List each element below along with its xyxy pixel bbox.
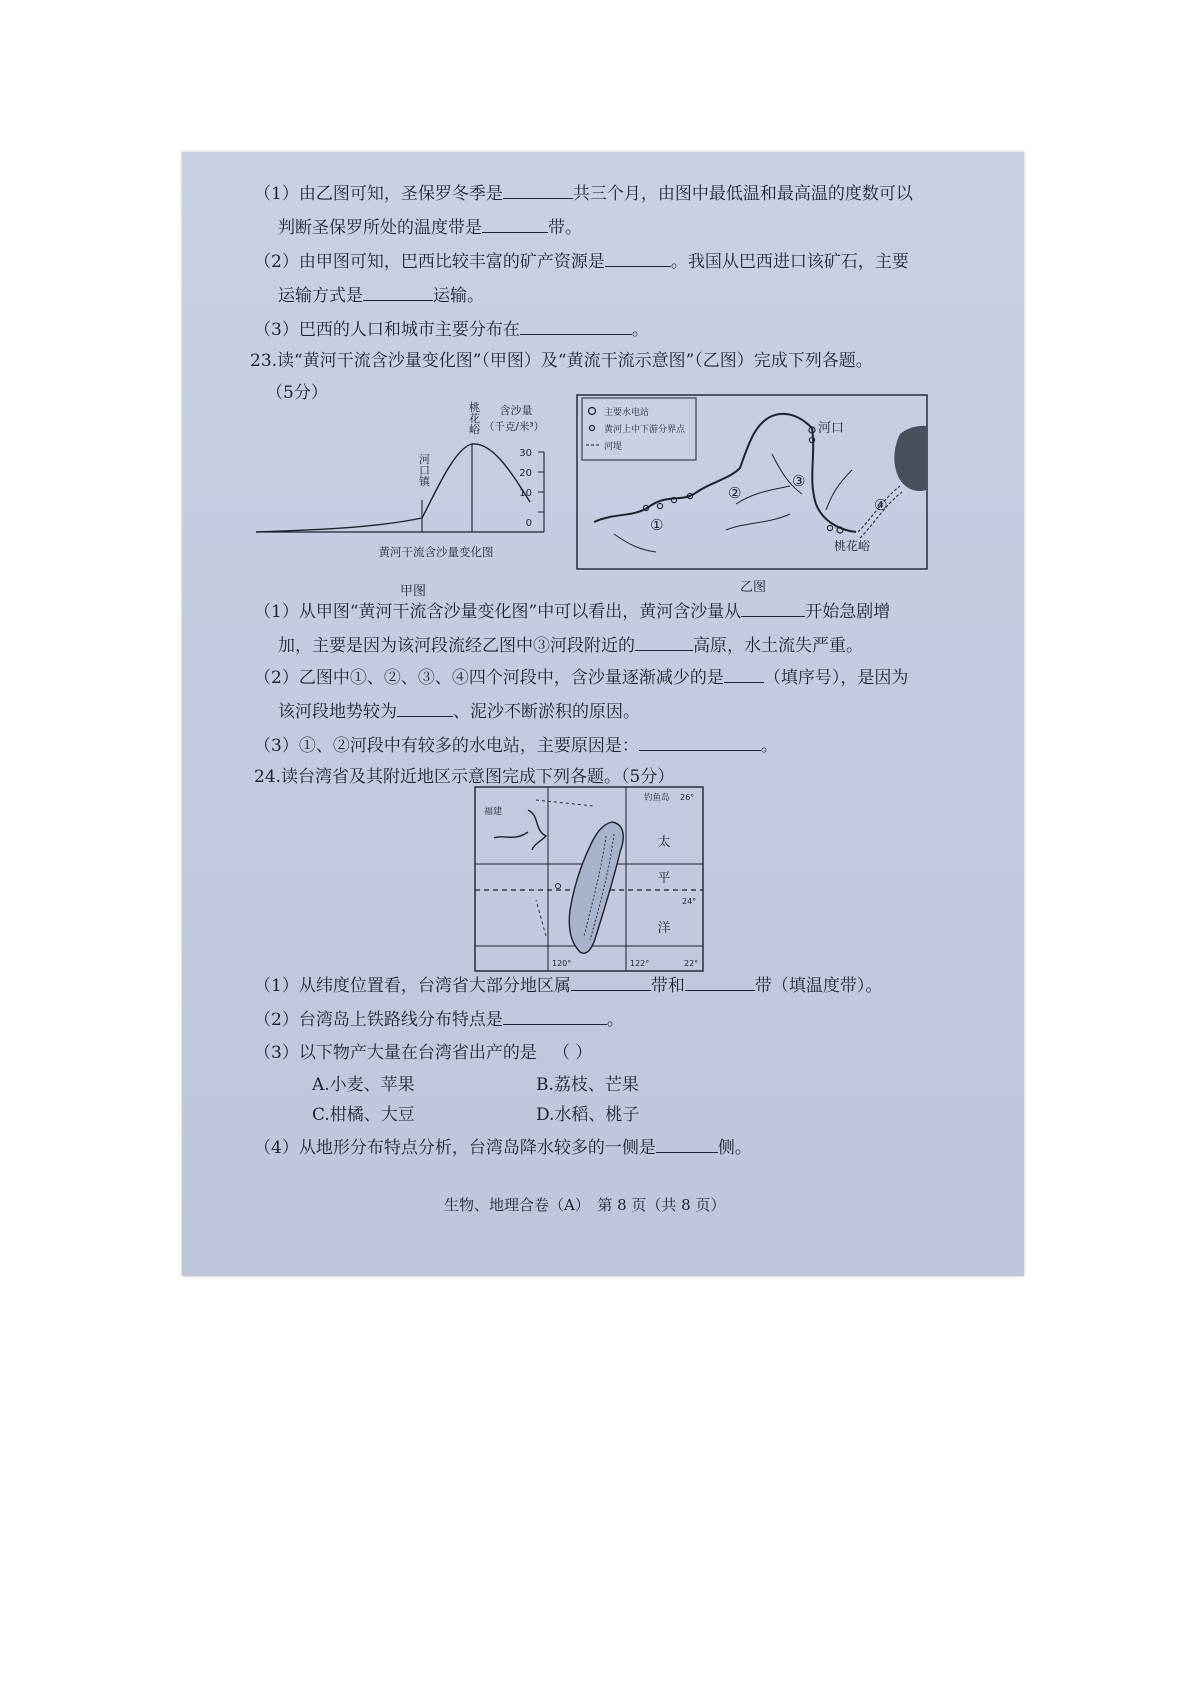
q24-option-d[interactable]: D.水稻、桃子	[536, 1105, 640, 1125]
segment-2-label: ②	[728, 484, 742, 502]
hekou-label: 河口镇	[417, 453, 431, 487]
segment-3-label: ③	[792, 472, 806, 490]
y-tick-label: 20	[519, 468, 532, 479]
text: 。	[631, 320, 649, 340]
q22-part2-line1	[254, 250, 909, 273]
answer-blank[interactable]	[363, 284, 433, 301]
text: 带（填温度带）。	[754, 976, 883, 996]
answer-blank[interactable]	[482, 216, 548, 233]
q24-option-b[interactable]: B.荔枝、芒果	[536, 1075, 639, 1095]
text: （1）从纬度位置看，台湾省大部分地区属	[254, 976, 571, 996]
segment-4-label: ④	[874, 496, 888, 514]
yellow-river-map	[576, 394, 928, 570]
text: 判断圣保罗所处的温度带是	[278, 218, 482, 238]
q23-stem: 23.读“黄河干流含沙量变化图”（甲图）及“黄流干流示意图”（乙图）完成下列各题。	[250, 351, 873, 371]
taohuayu-label: 桃花峪	[834, 539, 871, 553]
q23-part2-line1	[254, 666, 908, 689]
y-axis-unit: （千克/米³）	[483, 421, 545, 433]
text: （1）从甲图“黄河干流含沙量变化图”中可以看出，黄河含沙量从	[254, 602, 742, 622]
lon-122-label: 122°	[630, 959, 650, 968]
text: （2）台湾岛上铁路线分布特点是	[254, 1010, 503, 1030]
text: （4）从地形分布特点分析，台湾岛降水较多的一侧是	[254, 1138, 656, 1158]
text: 运输。	[433, 286, 484, 306]
q24-stem: 24.读台湾省及其附近地区示意图完成下列各题。（5分）	[254, 767, 675, 787]
answer-blank[interactable]	[639, 734, 761, 751]
penghu-island	[556, 884, 561, 889]
sediment-chart	[254, 400, 554, 568]
answer-blank[interactable]	[605, 250, 671, 267]
q22-part1-line2	[278, 216, 582, 239]
hekou-label: 河口	[818, 421, 845, 436]
legend-hydropower: 主要水电站	[604, 408, 650, 418]
sediment-curve	[256, 444, 530, 532]
answer-blank[interactable]	[520, 318, 632, 335]
answer-blank[interactable]	[571, 974, 651, 991]
text: 加，主要是因为该河段流经乙图中③河段附近的	[278, 636, 635, 656]
lat-22-label: 22°	[684, 959, 699, 968]
q23-part3	[254, 734, 778, 757]
q24-option-a[interactable]: A.小麦、苹果	[312, 1075, 415, 1095]
text: （3）以下物产大量在台湾省出产的是	[254, 1043, 537, 1063]
text: （2）由甲图可知，巴西比较丰富的矿产资源是	[254, 252, 605, 272]
q22-part2-line2	[278, 284, 484, 307]
text: 该河段地势较为	[278, 702, 397, 722]
legend-boundary-point: 黄河上中下游分界点	[604, 425, 686, 435]
taiwan-map	[474, 786, 704, 972]
page-footer: 生物、地理合卷（A） 第 8 页（共 8 页）	[444, 1196, 726, 1214]
answer-blank[interactable]	[503, 1008, 607, 1025]
text: （1）由乙图可知，圣保罗冬季是	[254, 184, 503, 204]
q24-part3	[254, 1042, 592, 1064]
lon-120-label: 120°	[552, 959, 572, 968]
y-tick-label: 0	[525, 518, 532, 529]
q24-part1	[254, 974, 882, 997]
text: 、泥沙不断淤积的原因。	[453, 702, 640, 722]
text: 。我国从巴西进口该矿石，主要	[670, 252, 909, 272]
answer-bracket[interactable]: （ ）	[552, 1043, 593, 1063]
answer-blank[interactable]	[503, 182, 573, 199]
ocean-label-3: 洋	[657, 921, 671, 936]
answer-blank[interactable]	[741, 600, 805, 617]
ocean-label-1: 太	[657, 835, 671, 850]
y-tick-label: 10	[519, 488, 532, 499]
text: 。	[760, 736, 778, 756]
q24-part2	[254, 1008, 624, 1031]
text: 运输方式是	[278, 286, 363, 306]
text: （2）乙图中①、②、③、④四个河段中，含沙量逐渐减少的是	[254, 668, 724, 688]
text: 带和	[650, 976, 685, 996]
fujian-label: 福建	[484, 807, 503, 817]
ocean-label-2: 平	[657, 871, 671, 886]
hydropower-station	[827, 525, 832, 530]
text: （填序号），是因为	[763, 668, 909, 688]
q23-part2-line2	[278, 700, 640, 723]
hydropower-station	[657, 503, 662, 508]
sea-area	[894, 426, 926, 491]
text: （3）巴西的人口和城市主要分布在	[254, 320, 520, 340]
y-tick-label: 30	[519, 448, 532, 459]
fig-a-label: 甲图	[400, 584, 427, 599]
q23-score: （5分）	[266, 383, 328, 403]
chart-caption: 黄河干流含沙量变化图	[378, 545, 494, 559]
text: 。	[606, 1010, 624, 1030]
lat-24-label: 24°	[682, 897, 697, 906]
answer-blank[interactable]	[656, 1136, 718, 1153]
taohuayu-label: 桃花峪	[467, 401, 481, 435]
segment-1-label: ①	[650, 516, 664, 534]
lat-26-label: 26°	[680, 793, 695, 802]
answer-blank[interactable]	[635, 634, 693, 651]
q23-part1-line2	[278, 634, 863, 657]
exam-page	[182, 152, 1024, 1276]
answer-blank[interactable]	[724, 666, 764, 683]
q24-part4	[254, 1136, 752, 1159]
text: 开始急剧增	[805, 602, 891, 622]
text: （3）①、②河段中有较多的水电站，主要原因是：	[254, 736, 639, 756]
text: 侧。	[717, 1138, 752, 1158]
answer-blank[interactable]	[397, 700, 453, 717]
diaoyudao-label: 钓鱼岛	[644, 793, 670, 803]
legend-levee: 河堤	[604, 442, 623, 452]
q22-part1-line1	[254, 182, 913, 205]
q22-part3	[254, 318, 649, 341]
q23-part1-line1	[254, 600, 890, 623]
q24-option-c[interactable]: C.柑橘、大豆	[312, 1105, 415, 1125]
fig-b-label: 乙图	[740, 580, 767, 595]
y-axis-title: 含沙量	[499, 404, 533, 417]
text: 共三个月，由图中最低温和最高温的度数可以	[572, 184, 913, 204]
answer-blank[interactable]	[685, 974, 755, 991]
text: 高原，水土流失严重。	[693, 636, 863, 656]
text: 带。	[548, 218, 582, 238]
